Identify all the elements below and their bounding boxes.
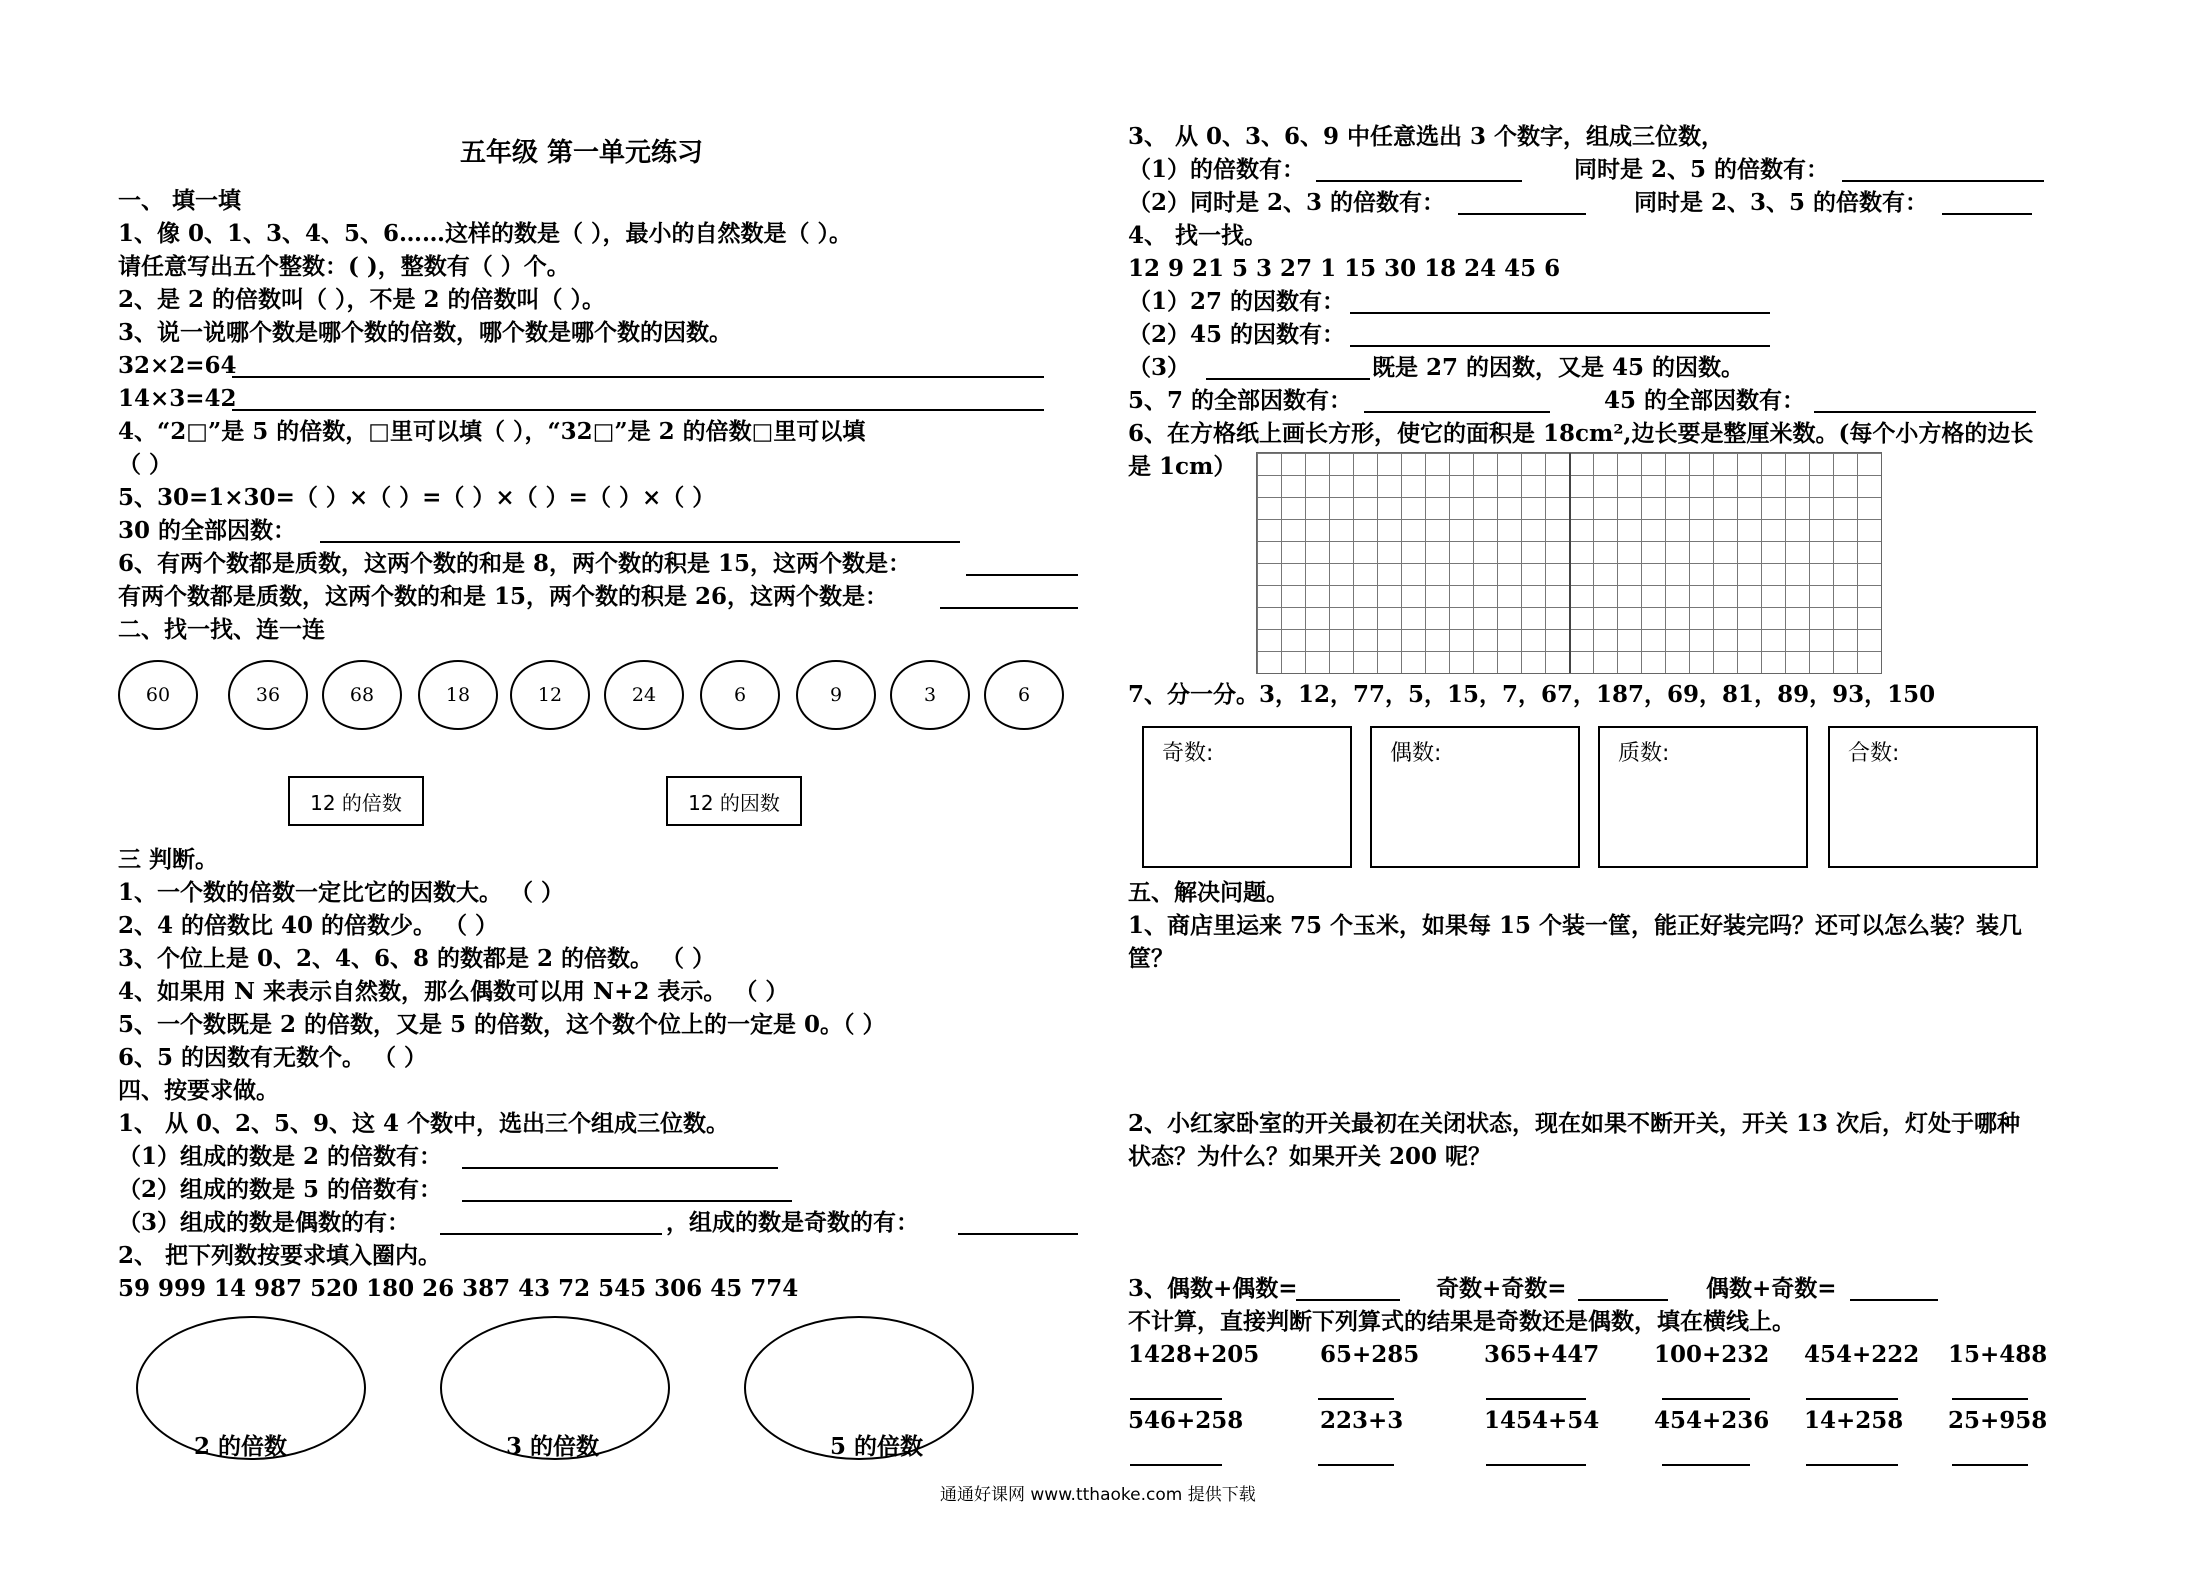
answer-line[interactable]	[1130, 1398, 1222, 1400]
prime-label: 质数:	[1618, 741, 1670, 766]
r-question-4c: （3）	[1128, 354, 1191, 381]
question-2: 2、是 2 的倍数叫（ ），不是 2 的倍数叫（ ）。	[118, 286, 606, 313]
parity-odd-odd: 奇数+奇数=	[1436, 1275, 1567, 1302]
number-circle[interactable]: 18	[418, 660, 498, 730]
word-problem-1a: 1、商店里运来 75 个玉米，如果每 15 个装一筐，能正好装完吗？还可以怎么装？装几	[1128, 912, 2023, 939]
question-3: 3、说一说哪个数是哪个数的倍数，哪个数是哪个数的因数。	[118, 319, 733, 346]
answer-line[interactable]	[1364, 411, 1550, 413]
r-question-5b: 45 的全部因数有：	[1604, 387, 1806, 414]
answer-line[interactable]	[1458, 213, 1586, 215]
answer-line[interactable]	[1806, 1398, 1898, 1400]
grid-divider	[1569, 453, 1571, 673]
r-question-3b: （2）同时是 2、3 的倍数有：	[1128, 189, 1446, 216]
answer-line[interactable]	[940, 607, 1078, 609]
judge-2: 2、4 的倍数比 40 的倍数少。 （ ）	[118, 912, 499, 939]
answer-line[interactable]	[958, 1233, 1078, 1235]
number-circle[interactable]: 6	[700, 660, 780, 730]
r-question-3a: （1）的倍数有：	[1128, 156, 1306, 183]
r-question-6b: 是 1cm）	[1128, 453, 1237, 480]
answer-line[interactable]	[1350, 312, 1770, 314]
even-numbers-box[interactable]	[1370, 726, 1580, 868]
question-5b: 30 的全部因数：	[118, 517, 297, 544]
r-question-4b: （2）45 的因数有：	[1128, 321, 1346, 348]
ellipse-label: 2 的倍数	[194, 1433, 288, 1460]
composite-numbers-box[interactable]	[1828, 726, 2038, 868]
r-question-3a-2: 同时是 2、5 的倍数有：	[1574, 156, 1830, 183]
r-question-3b-2: 同时是 2、3、5 的倍数有：	[1634, 189, 1929, 216]
question-3a: 32×2=64	[118, 352, 237, 379]
graph-paper-grid[interactable]	[1256, 452, 1882, 674]
r-question-7: 7、分一分。3，12，77，5，15，7，67，187，69，81，89，93，150	[1128, 681, 1936, 708]
answer-line[interactable]	[1206, 378, 1370, 380]
r-question-6a: 6、在方格纸上画长方形，使它的面积是 18cm²,边长要是整厘米数。(每个小方格的边长	[1128, 420, 2034, 447]
answer-line[interactable]	[1850, 1299, 1938, 1301]
question-1b: 请任意写出五个整数：( )，整数有（ ）个。	[118, 253, 570, 280]
problem-1c-odd: ，组成的数是奇数的有：	[666, 1209, 919, 1236]
sum-expression: 1428+205	[1128, 1341, 1260, 1368]
judge-3: 3、个位上是 0、2、4、6、8 的数都是 2 的倍数。 （ ）	[118, 945, 716, 972]
number-circle[interactable]: 60	[118, 660, 198, 730]
answer-line[interactable]	[462, 1167, 778, 1169]
judge-6: 6、5 的因数有无数个。 （ ）	[118, 1044, 428, 1071]
answer-line[interactable]	[1486, 1398, 1586, 1400]
question-6a: 6、有两个数都是质数，这两个数的和是 8，两个数的积是 15，这两个数是：	[118, 550, 912, 577]
answer-line[interactable]	[1350, 345, 1770, 347]
problem-1: 1、 从 0、2、5、9、这 4 个数中，选出三个组成三位数。	[118, 1110, 730, 1137]
footer-credit: 通通好课网 www.tthaoke.com 提供下载	[940, 1485, 1256, 1505]
problem-1c: （3）组成的数是偶数的有：	[118, 1209, 411, 1236]
question-3b: 14×3=42	[118, 385, 237, 412]
sum-expression: 454+236	[1654, 1407, 1770, 1434]
parity-even-odd: 偶数+奇数=	[1706, 1275, 1837, 1302]
sum-expression: 15+488	[1948, 1341, 2048, 1368]
answer-line[interactable]	[1942, 213, 2032, 215]
answer-line[interactable]	[320, 541, 960, 543]
question-1a: 1、像 0、1、3、4、5、6……这样的数是（ ），最小的自然数是（ ）。	[118, 220, 853, 247]
answer-line[interactable]	[1842, 180, 2044, 182]
section-4-heading: 四、按要求做。	[118, 1077, 279, 1104]
answer-line[interactable]	[1318, 1464, 1394, 1466]
r-question-5: 5、7 的全部因数有：	[1128, 387, 1353, 414]
section-3-heading: 三 判断。	[118, 846, 219, 873]
answer-line[interactable]	[462, 1200, 792, 1202]
judge-5: 5、一个数既是 2 的倍数，又是 5 的倍数，这个数个位上的一定是 0。（ ）	[118, 1011, 886, 1038]
answer-line[interactable]	[1486, 1464, 1586, 1466]
ellipse-label: 5 的倍数	[830, 1433, 924, 1460]
problem-2: 2、 把下列数按要求填入圈内。	[118, 1242, 442, 1269]
factors-of-12-box[interactable]: 12 的因数	[666, 776, 802, 826]
ellipse-label: 3 的倍数	[506, 1433, 600, 1460]
answer-line[interactable]	[1662, 1464, 1750, 1466]
number-circle[interactable]: 6	[984, 660, 1064, 730]
question-4b: （ ）	[118, 451, 173, 478]
question-6b: 有两个数都是质数，这两个数的和是 15，两个数的积是 26，这两个数是：	[118, 583, 889, 610]
sum-expression: 454+222	[1804, 1341, 1920, 1368]
word-problem-2a: 2、小红家卧室的开关最初在关闭状态，现在如果不断开关，开关 13 次后，灯处于哪种	[1128, 1110, 2021, 1137]
question-5a: 5、30=1×30=（ ）×（ ）=（ ）×（ ）=（ ）×（ ）	[118, 484, 716, 511]
r-question-4: 4、 找一找。	[1128, 222, 1268, 249]
problem-1b: （2）组成的数是 5 的倍数有：	[118, 1176, 443, 1203]
sum-expression: 1454+54	[1484, 1407, 1600, 1434]
number-circle[interactable]: 9	[796, 660, 876, 730]
answer-line[interactable]	[1806, 1464, 1898, 1466]
sum-expression: 65+285	[1320, 1341, 1420, 1368]
number-circle[interactable]: 68	[322, 660, 402, 730]
parity-instruction: 不计算，直接判断下列算式的结果是奇数还是偶数，填在横线上。	[1128, 1308, 1795, 1335]
multiples-of-12-box[interactable]: 12 的倍数	[288, 776, 424, 826]
number-circle[interactable]: 3	[890, 660, 970, 730]
answer-line[interactable]	[1952, 1464, 2028, 1466]
sum-expression: 14+258	[1804, 1407, 1904, 1434]
judge-1: 1、一个数的倍数一定比它的因数大。 （ ）	[118, 879, 565, 906]
composite-label: 合数:	[1848, 741, 1900, 766]
answer-line[interactable]	[1952, 1398, 2028, 1400]
answer-line[interactable]	[1662, 1398, 1750, 1400]
sum-expression: 100+232	[1654, 1341, 1770, 1368]
section-5-heading: 五、解决问题。	[1128, 879, 1289, 906]
answer-line[interactable]	[1316, 180, 1522, 182]
sum-expression: 223+3	[1320, 1407, 1404, 1434]
answer-line[interactable]	[1296, 1299, 1400, 1301]
sum-expression: 546+258	[1128, 1407, 1244, 1434]
number-circle[interactable]: 12	[510, 660, 590, 730]
r-question-3: 3、 从 0、3、6、9 中任意选出 3 个数字，组成三位数，	[1128, 123, 1725, 150]
r-question-4c-2: 既是 27 的因数，又是 45 的因数。	[1372, 354, 1745, 381]
even-label: 偶数:	[1390, 741, 1442, 766]
page-title: 五年级 第一单元练习	[460, 138, 704, 168]
judge-4: 4、如果用 N 来表示自然数，那么偶数可以用 N+2 表示。 （ ）	[118, 978, 789, 1005]
parity-even-even: 3、偶数+偶数=	[1128, 1275, 1298, 1302]
r-question-4a: （1）27 的因数有：	[1128, 288, 1346, 315]
answer-line[interactable]	[440, 1233, 662, 1235]
answer-line[interactable]	[1578, 1299, 1668, 1301]
answer-line[interactable]	[1814, 411, 2036, 413]
answer-line[interactable]	[232, 376, 1044, 378]
answer-line[interactable]	[232, 409, 1044, 411]
odd-label: 奇数:	[1162, 741, 1214, 766]
number-circle[interactable]: 24	[604, 660, 684, 730]
section-1-heading: 一、 填一填	[118, 187, 242, 214]
problem-2-numbers: 59 999 14 987 520 180 26 387 43 72 545 306 45 774	[118, 1275, 799, 1302]
number-circle[interactable]: 36	[228, 660, 308, 730]
word-problem-2b: 状态？为什么？如果开关 200 呢？	[1128, 1143, 1492, 1170]
answer-line[interactable]	[1130, 1464, 1222, 1466]
sum-expression: 25+958	[1948, 1407, 2048, 1434]
r-question-4-numbers: 12 9 21 5 3 27 1 15 30 18 24 45 6	[1128, 255, 1561, 282]
sum-expression: 365+447	[1484, 1341, 1600, 1368]
answer-line[interactable]	[966, 574, 1078, 576]
odd-numbers-box[interactable]	[1142, 726, 1352, 868]
problem-1a: （1）组成的数是 2 的倍数有：	[118, 1143, 443, 1170]
prime-numbers-box[interactable]	[1598, 726, 1808, 868]
word-problem-1b: 筐？	[1128, 945, 1174, 972]
answer-line[interactable]	[1318, 1398, 1394, 1400]
question-4a: 4、“2□”是 5 的倍数，□里可以填（ ），“32□”是 2 的倍数□里可以填	[118, 418, 866, 445]
section-2-heading: 二、找一找、连一连	[118, 616, 325, 643]
